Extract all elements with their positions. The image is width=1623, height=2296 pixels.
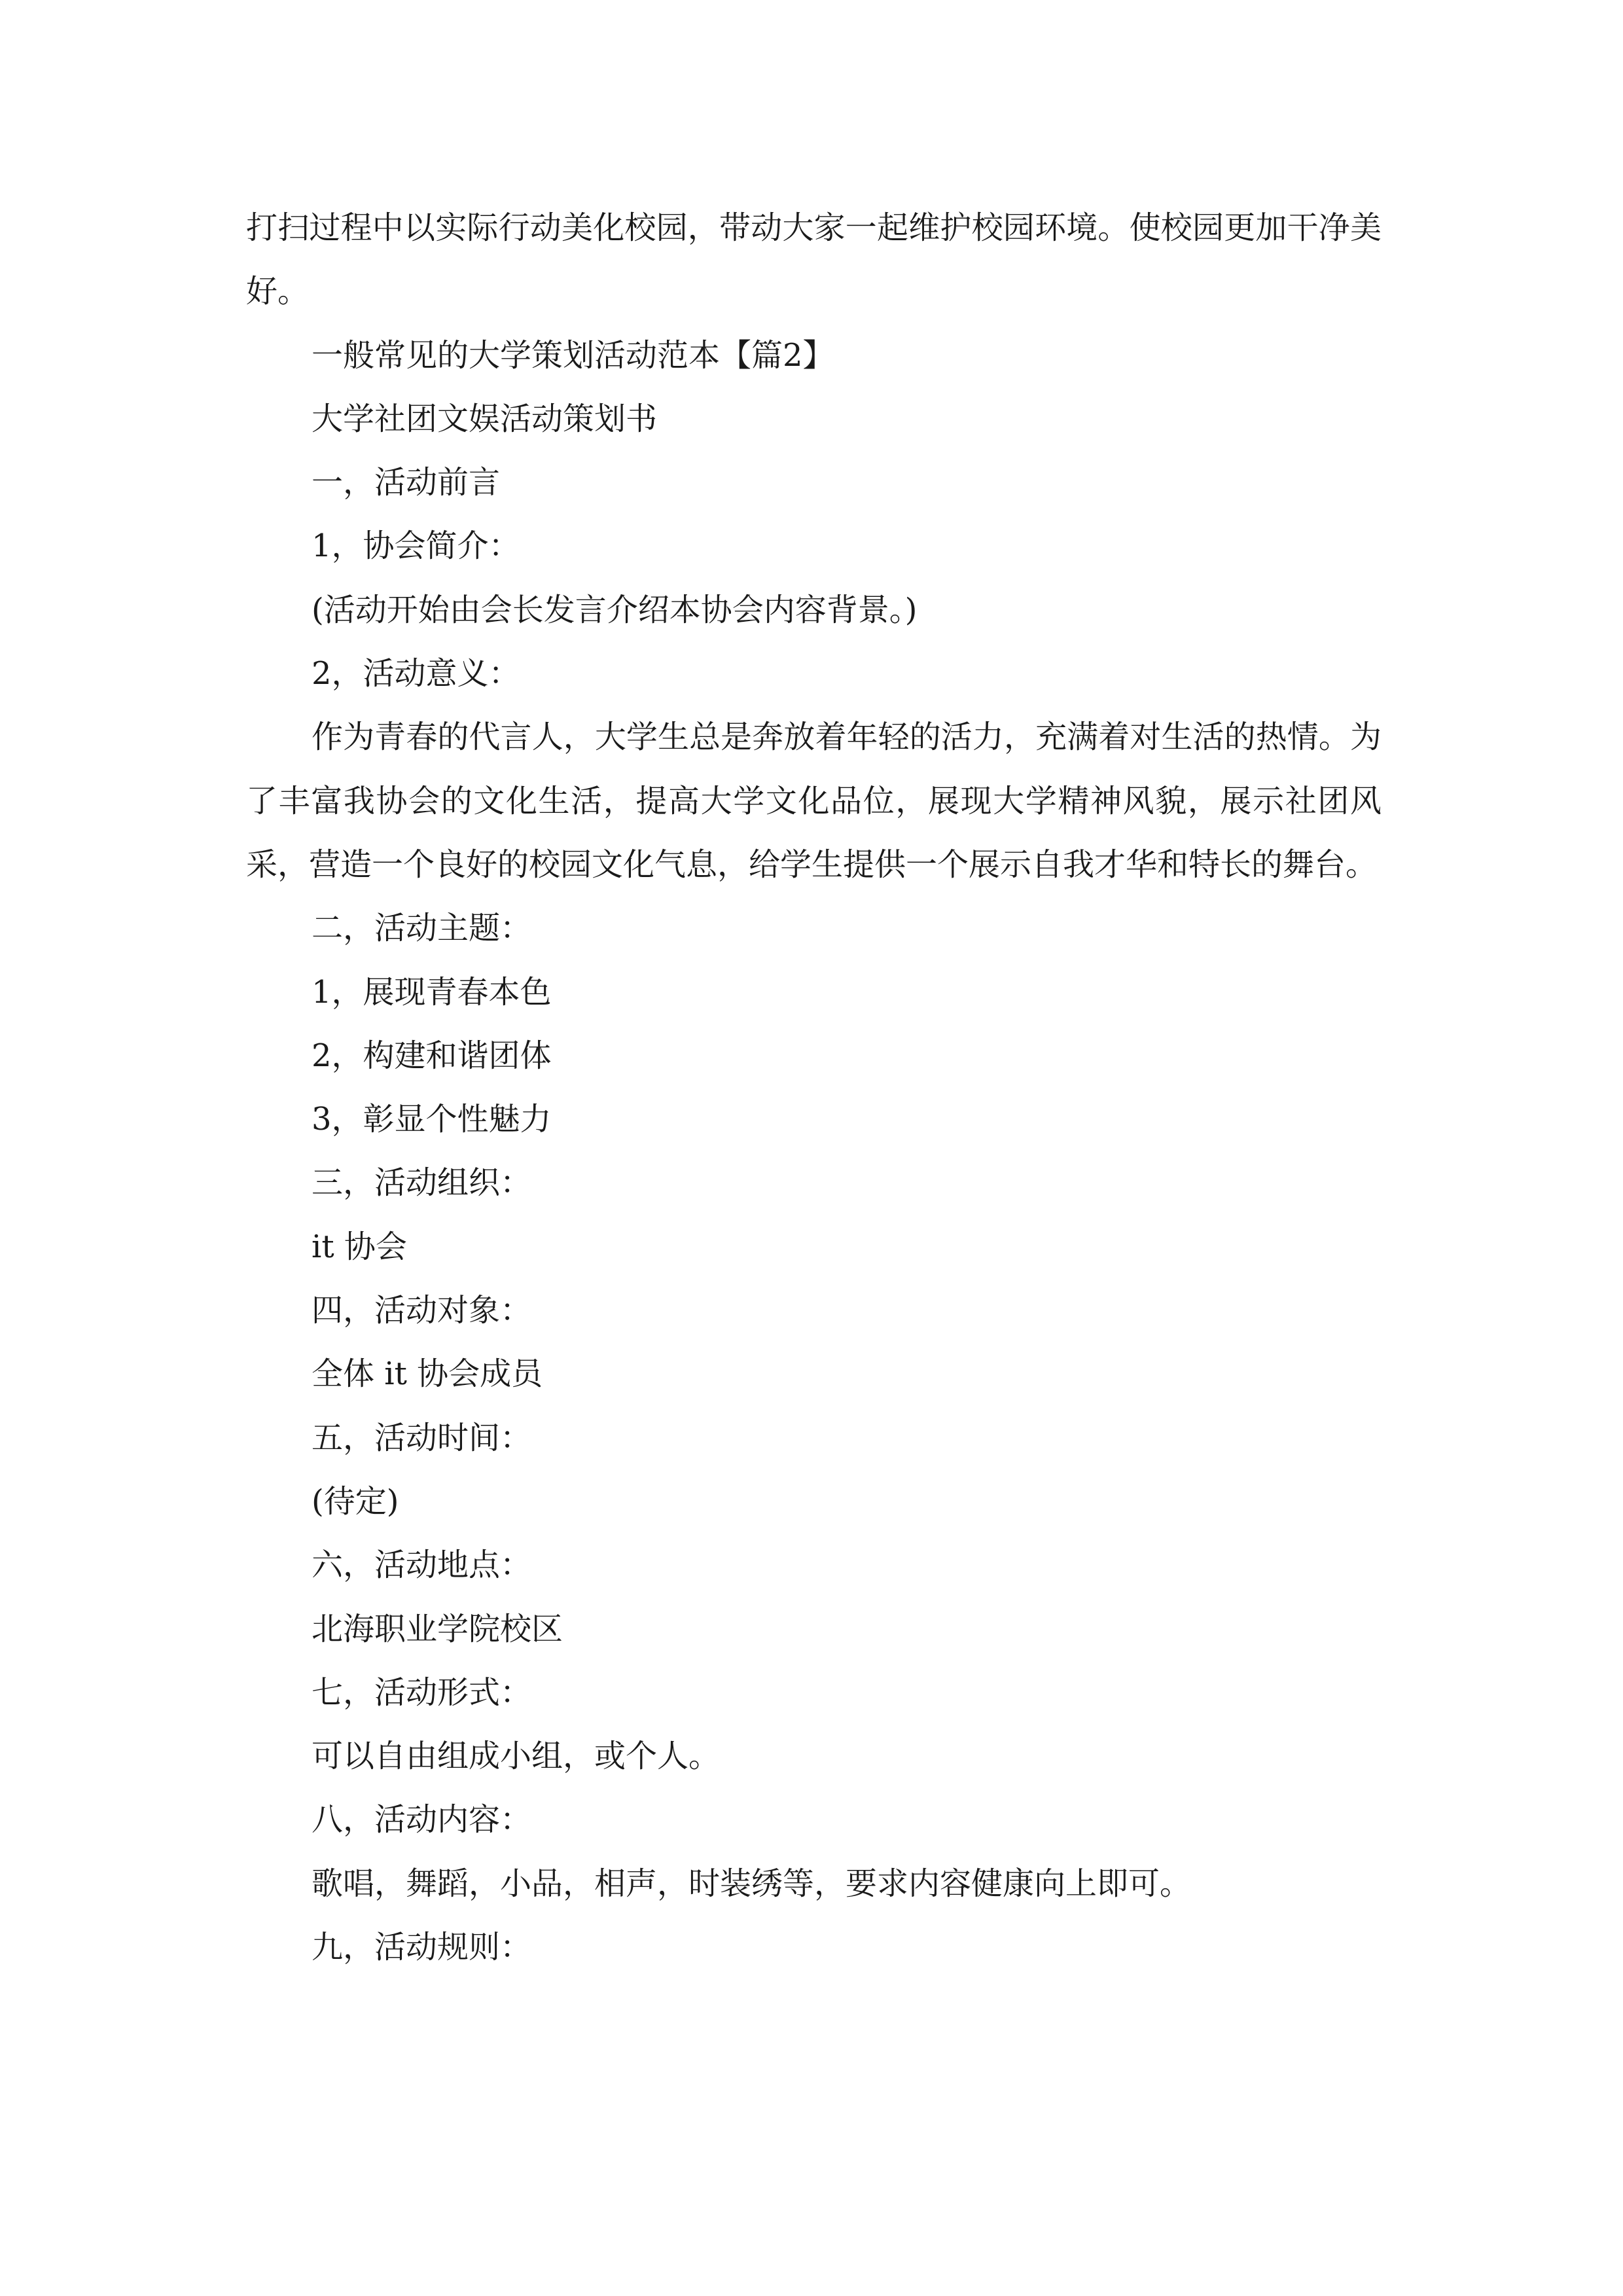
section-3-heading: 三，活动组织：: [312, 1164, 532, 1202]
list-item: 2，构建和谐团体: [312, 1037, 552, 1074]
section-6-body: 北海职业学院校区: [312, 1610, 563, 1647]
continuation-paragraph: 打扫过程中以实际行动美化校园，带动大家一起维护校园环境。使校园更加干净美好。: [246, 209, 1382, 310]
section-7-body: 可以自由组成小组，或个人。: [312, 1738, 721, 1775]
section-4-heading: 四，活动对象：: [312, 1292, 532, 1329]
section-2-heading: 二，活动主题：: [312, 910, 532, 947]
document-body: [246, 196, 1382, 1979]
section-title: 一般常见的大学策划活动范本【篇2】: [312, 336, 834, 374]
section-8-body: 歌唱，舞蹈，小品，相声，时装绣等，要求内容健康向上即可。: [312, 1865, 1192, 1902]
section-1-heading: 一，活动前言: [312, 464, 501, 501]
section-6-heading: 六，活动地点：: [312, 1547, 532, 1584]
section-8-heading: 八，活动内容：: [312, 1801, 532, 1839]
section-7-heading: 七，活动形式：: [312, 1674, 532, 1711]
list-item: 3，彰显个性魅力: [312, 1101, 552, 1138]
section-9-heading: 九，活动规则：: [312, 1929, 532, 1966]
section-1-2-heading: 2，活动意义：: [312, 655, 520, 692]
list-item: 1，展现青春本色: [312, 973, 552, 1011]
section-1-1-heading: 1，协会简介：: [312, 528, 520, 565]
section-3-body: it 协会: [312, 1228, 407, 1265]
document-title: 大学社团文娱活动策划书: [312, 400, 658, 437]
section-4-body: 全体 it 协会成员: [312, 1355, 543, 1393]
section-1-2-body: 作为青春的代言人，大学生总是奔放着年轻的活力，充满着对生活的热情。为了丰富我协会的文化生活，提高大学文化品位，展现大学精神风貌，展示社团风采，营造一个良好的校园文化气息，给学生提供一个展示自我才华和特长的舞台。: [246, 719, 1382, 883]
section-5-body: (待定): [312, 1482, 399, 1520]
section-1-1-body: (活动开始由会长发言介绍本协会内容背景。): [312, 591, 918, 628]
section-5-heading: 五，活动时间：: [312, 1419, 532, 1456]
